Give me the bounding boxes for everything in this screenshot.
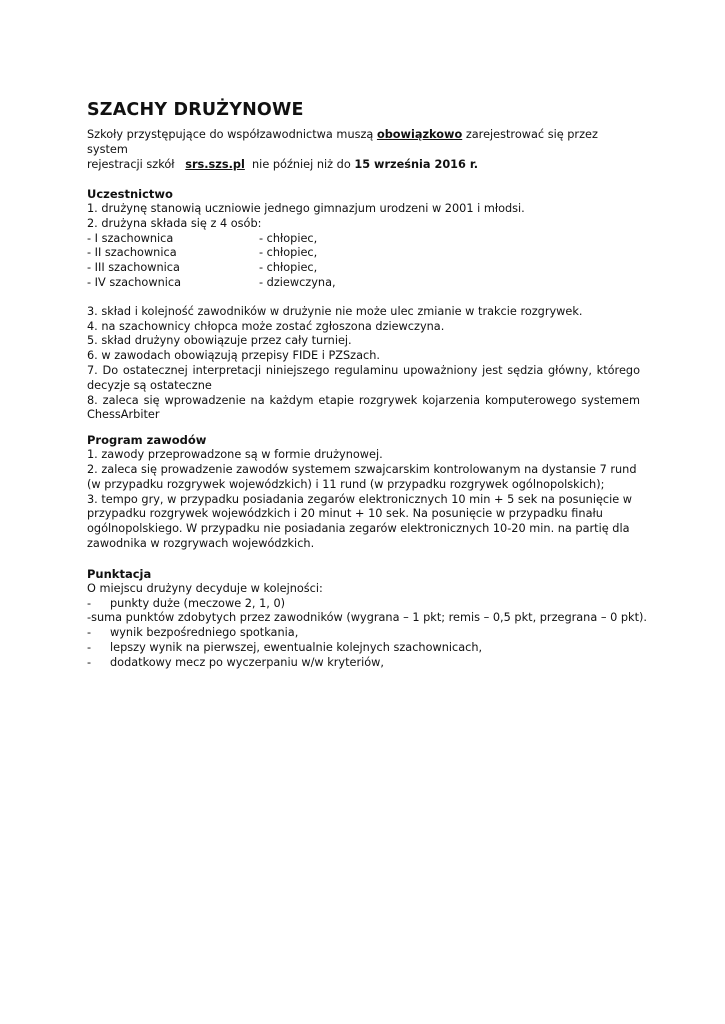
board-player: - dziewczyna, (259, 275, 336, 289)
list-item: 7. Do ostatecznej interpretacji niniejszego regulaminu upoważniony jest sędzia główny, którego decyzje są ostateczne (87, 363, 640, 392)
criterion-text: wynik bezpośredniego spotkania, (110, 626, 299, 640)
list-item (87, 626, 640, 641)
intro-text-end: zarejestrować się przez system (87, 128, 598, 156)
list-item-continued: zawodnika w rozgrywach wojewódzkich. (87, 536, 315, 550)
criterion-text: punkty duże (meczowe 2, 1, 0) (110, 596, 286, 610)
section-heading: Punktacja (87, 566, 152, 581)
intro-text: Szkoły przystępujące do współzawodnictwa muszą (87, 128, 377, 141)
intro-paragraph (87, 127, 640, 172)
section-punktacja (87, 566, 648, 671)
list-item-continued: ogólnopolskiego. W przypadku nie posiadania zegarów elektronicznych 10-20 min. na partię dla (87, 522, 630, 536)
criterion-text: lepszy wynik na pierwszej, ewentualnie kolejnych szachownicach, (110, 640, 483, 654)
list-item: 4. na szachownicy chłopca może zostać zgłoszona dziewczyna. (87, 319, 445, 333)
list-item: 6. w zawodach obowiązują przepisy FIDE i PZSzach. (87, 349, 380, 363)
criterion-text: suma punktów zdobytych przez zawodników (wygrana – 1 pkt; remis – 0,5 pkt, przegrana – 0 pkt). (91, 611, 648, 625)
board-player: - chłopiec, (259, 261, 318, 275)
board-label: - I szachownica (87, 231, 174, 245)
list-item: 3. tempo gry, w przypadku posiadania zegarów elektronicznych 10 min + 5 sek na posunięcie w (87, 492, 633, 506)
list-item: 2. drużyna składa się z 4 osób: (87, 216, 262, 230)
list-item: 5. skład drużyny obowiązuje przez cały turniej. (87, 334, 352, 348)
list-item: 2. zaleca się prowadzenie zawodów systemem szwajcarskim kontrolowanym na dystansie 7 rund (87, 462, 637, 476)
document-page (87, 99, 648, 671)
bullet-dash: - (87, 596, 92, 610)
deadline-date: 15 września 2016 r. (354, 158, 479, 171)
section-program (87, 433, 640, 552)
intro-text-3: nie później niż do (244, 158, 355, 171)
list-item-continued: przypadku rozgrywek wojewódzkich i 20 minut + 10 sek. Na posunięcie w przypadku finału (87, 507, 603, 521)
list-item (87, 611, 648, 626)
criterion-text: dodatkowy mecz po wyczerpaniu w/w kryteriów, (110, 655, 384, 669)
section-lead: O miejscu drużyny decyduje w kolejności: (87, 581, 323, 595)
boards-list (87, 232, 640, 291)
board-label: - IV szachownica (87, 275, 182, 289)
board-player: - chłopiec, (259, 246, 318, 260)
list-item: 1. drużynę stanowią uczniowie jednego gimnazjum urodzeni w 2001 i młodsi. (87, 202, 525, 215)
criteria-list (87, 596, 648, 671)
registration-link[interactable]: srs.szs.pl (185, 158, 245, 171)
list-item: 8. zaleca się wprowadzenie na każdym etapie rozgrywek kojarzenia komputerowego systemem ChessArbiter (87, 393, 640, 422)
list-item-continued: (w przypadku rozgrywek wojewódzkich) i 11 rund (w przypadku rozgrywek ogólnopolskich); (87, 477, 605, 491)
list-item (87, 656, 640, 671)
bullet-dash: - (87, 655, 92, 669)
bullet-dash: - (87, 640, 92, 654)
board-row (87, 261, 640, 276)
board-row (87, 276, 640, 291)
list-item: 3. skład i kolejność zawodników w drużynie nie może ulec zmianie w trakcie rozgrywek. (87, 304, 583, 318)
board-row (87, 232, 640, 247)
list-item: 1. zawody przeprowadzone są w formie drużynowej. (87, 448, 383, 462)
bullet-dash: - (87, 626, 92, 640)
section-heading: Program zawodów (87, 433, 207, 448)
board-row (87, 246, 640, 261)
mandatory-word: obowiązkowo (376, 128, 463, 141)
list-item (87, 641, 640, 656)
section-heading: Uczestnictwo (87, 187, 173, 201)
board-label: - III szachownica (87, 261, 180, 275)
page-title: SZACHY DRUŻYNOWE (87, 100, 304, 120)
bullet-dash: - (87, 611, 92, 625)
list-item (87, 597, 640, 612)
board-label: - II szachownica (87, 246, 177, 260)
section-uczestnictwo (87, 187, 640, 423)
board-player: - chłopiec, (259, 231, 318, 245)
intro-text-2: rejestracji szkół (87, 158, 186, 171)
